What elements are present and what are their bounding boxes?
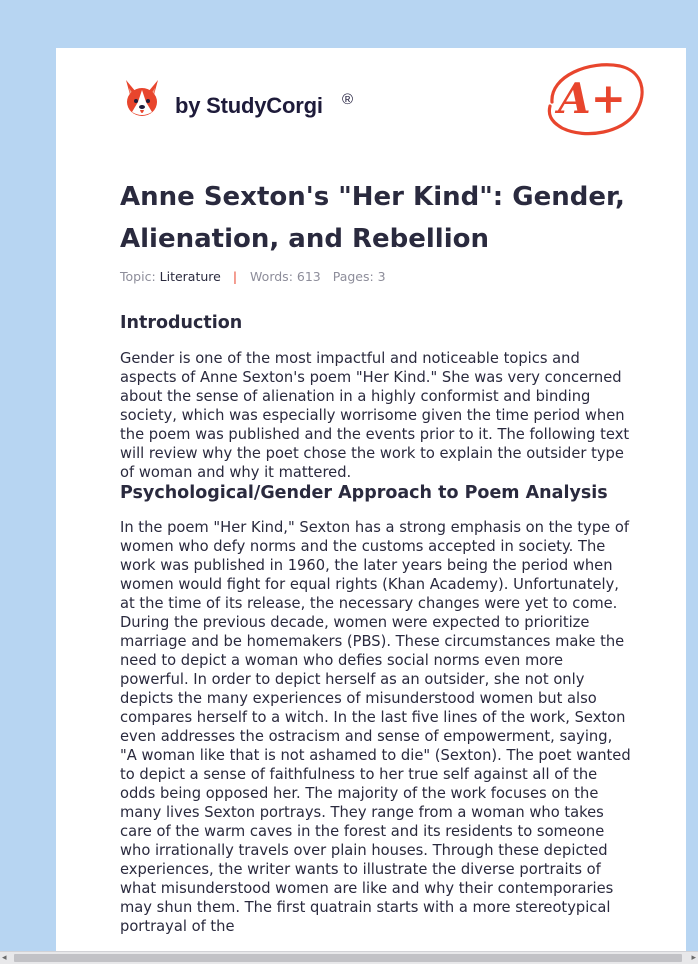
scroll-thumb[interactable]: [14, 954, 682, 962]
registered-mark: ®: [342, 91, 354, 108]
section-paragraph: In the poem "Her Kind," Sexton has a strong emphasis on the type of women who defy norms and the customs accepted in society. The work was published in 1960, the later years being the period when women would fight for equal rights (Khan Academy). Unfortunately, at the time of its release, the necessary changes were yet to come. During the previous decade, women were expected to prioritize marriage and be homemakers (PBS). These circumstances make the need to depict a woman who defies social norms even more powerful. In order to depict herself as an outsider, she not only depicts the many experiences of misunderstood women but also compares herself to a witch. In the last five lines of the work, Sexton even addresses the ostracism and sense of empowerment, saying, "A woman like that is not ashamed to die" (Sexton). The poet wanted to depict a sense of faithfulness to her true self against all of the odds being opposed her. The majority of the work focuses on the many lives Sexton portrays. They range from a woman who takes care of the warm caves in the forest and its residents to someone who irrationally travels over plain houses. Through these depicted experiences, the writer wants to illustrate the diverse portraits of what misunderstood women are like and why their contemporaries may shun them. The first quatrain starts with a more stereotypical portrayal of the: [120, 519, 631, 935]
grade-badge: [538, 58, 648, 140]
horizontal-scrollbar[interactable]: [0, 951, 698, 964]
word-count: Words: 613: [250, 269, 321, 284]
grade-text: A+: [558, 73, 626, 123]
topic-link[interactable]: Literature: [159, 269, 221, 284]
scroll-left-icon[interactable]: ◂: [2, 953, 7, 963]
topic-label: Topic:: [120, 269, 156, 284]
scroll-right-icon[interactable]: ▸: [691, 953, 696, 963]
page-count: Pages: 3: [332, 269, 386, 284]
meta-separator: |: [232, 269, 238, 284]
section-heading: Introduction: [120, 313, 243, 333]
brand-name: by StudyCorgi: [175, 93, 323, 118]
section-paragraph: Gender is one of the most impactful and noticeable topics and aspects of Anne Sexton's poem "Her Kind." She was very concerned about the sense of alienation in a highly conformist and binding society, which was especially worrisome given the time period when the poem was published and the events prior to it. The following text will review why the poet chose the work to explain the outsider type of woman and why it mattered.: [120, 350, 630, 481]
article-meta: [120, 269, 386, 284]
document-page: [56, 48, 686, 964]
article-title: Anne Sexton's "Her Kind": Gender, Alienation, and Rebellion: [120, 182, 625, 254]
corgi-icon: [122, 76, 162, 122]
section-heading: Psychological/Gender Approach to Poem Analysis: [120, 483, 608, 503]
